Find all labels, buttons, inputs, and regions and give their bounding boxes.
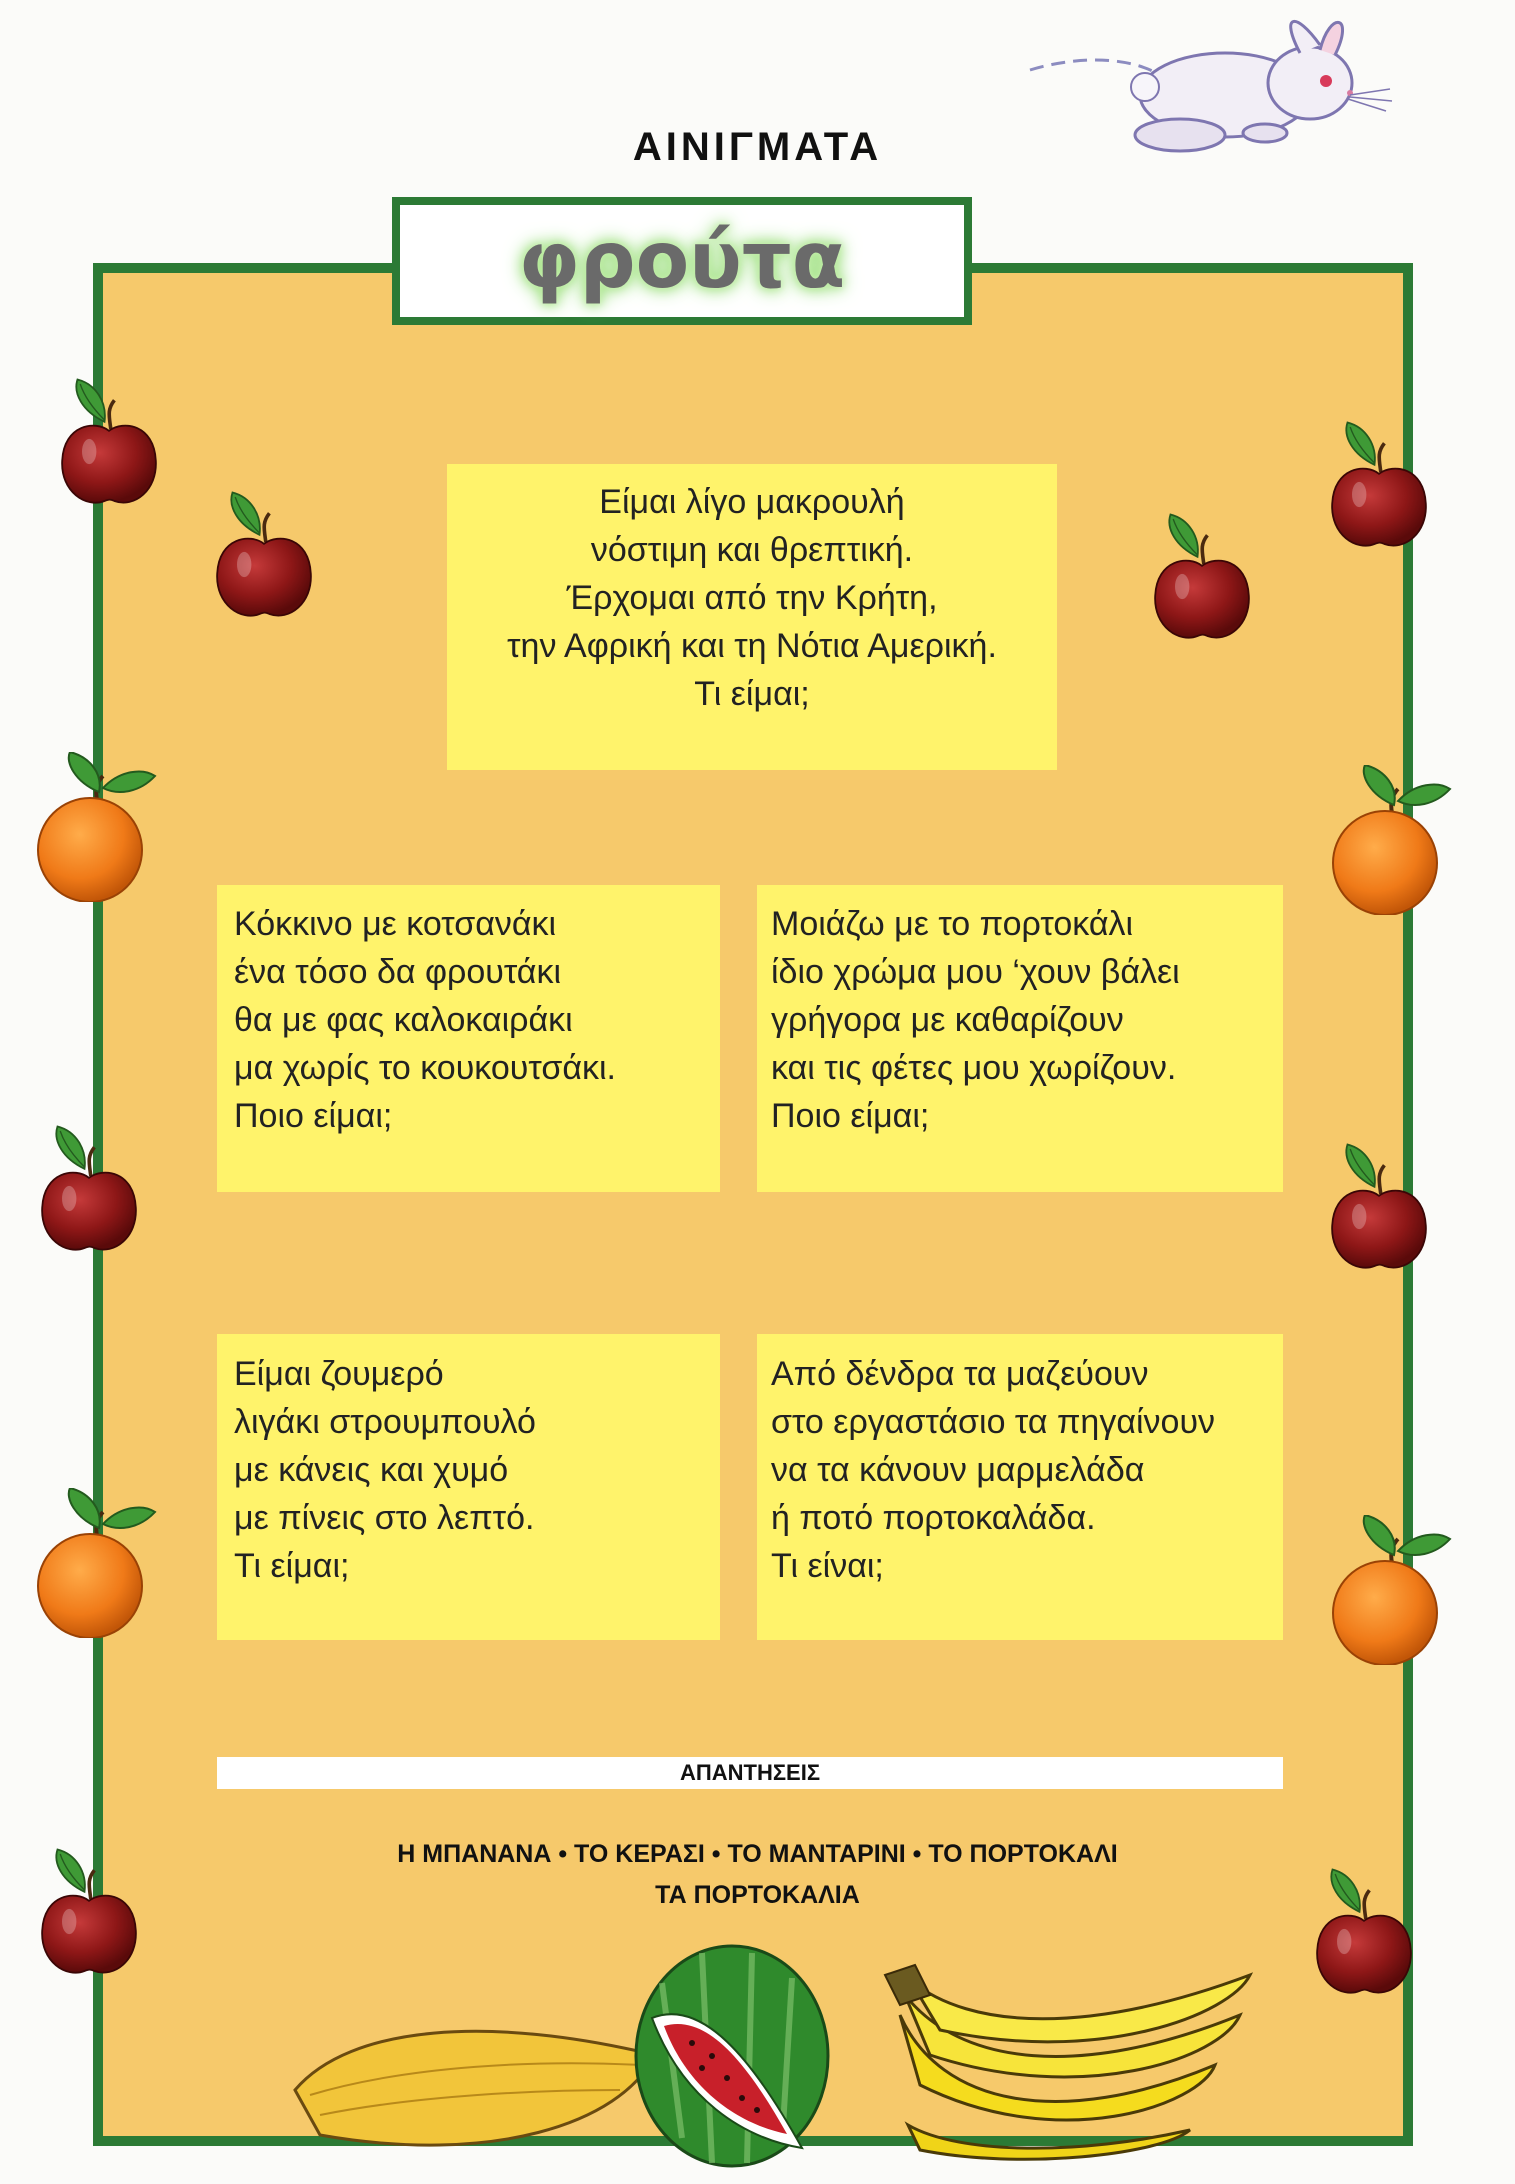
riddle-question: Τι είναι; bbox=[771, 1547, 884, 1585]
riddle-box-2 bbox=[217, 885, 720, 1192]
riddle-line: Μοιάζω με το πορτοκάλι bbox=[771, 905, 1134, 943]
watermelon-illustration bbox=[622, 1938, 842, 2168]
orange-icon bbox=[1310, 1515, 1460, 1665]
riddle-line: ίδιο χρώμα μου ‘χουν βάλει bbox=[771, 953, 1180, 991]
riddle-line: ένα τόσο δα φρουτάκι bbox=[234, 953, 562, 991]
riddle-line: Είμαι ζουμερό bbox=[234, 1355, 444, 1393]
apple-icon bbox=[1310, 1865, 1418, 2000]
apple-icon bbox=[55, 375, 163, 510]
riddle-question: Ποιο είμαι; bbox=[234, 1097, 393, 1135]
apple-icon bbox=[35, 1122, 143, 1257]
banana-bunch-illustration bbox=[860, 1955, 1260, 2165]
melon-illustration bbox=[290, 1995, 660, 2170]
riddle-line: Από δένδρα τα μαζεύουν bbox=[771, 1355, 1149, 1393]
answers-text: Η ΜΠΑΝΑΝΑ • ΤΟ ΚΕΡΑΣΙ • ΤΟ ΜΑΝΤΑΡΙΝΙ • ΤΟ ΠΟΡΤΟΚΑΛΙ bbox=[397, 1840, 1118, 1868]
page-heading: ΑΙΝΙΓΜΑΤΑ bbox=[632, 125, 883, 169]
riddle-question: Τι είμαι; bbox=[234, 1547, 350, 1585]
answers-text: ΤΑ ΠΟΡΤΟΚΑΛΙΑ bbox=[655, 1881, 860, 1909]
riddle-line: στο εργαστάσιο τα πηγαίνουν bbox=[771, 1403, 1216, 1441]
riddle-line: ή ποτό πορτοκαλάδα. bbox=[771, 1499, 1096, 1537]
riddle-line: Είμαι λίγο μακρουλή bbox=[599, 483, 905, 521]
riddle-line: νόστιμη και θρεπτική. bbox=[590, 531, 914, 569]
apple-icon bbox=[1325, 418, 1433, 553]
riddle-box-4 bbox=[217, 1334, 720, 1640]
riddle-line: λιγάκι στρουμπουλό bbox=[234, 1403, 536, 1441]
apple-icon bbox=[1148, 510, 1256, 645]
riddle-line: θα με φας καλοκαιράκι bbox=[234, 1001, 573, 1039]
riddle-box-3 bbox=[757, 885, 1283, 1192]
riddle-line: Έρχομαι από την Κρήτη, bbox=[566, 579, 938, 617]
riddle-question: Τι είμαι; bbox=[694, 675, 810, 713]
riddle-line: Κόκκινο με κοτσανάκι bbox=[234, 905, 557, 943]
orange-icon bbox=[15, 1488, 165, 1638]
riddle-line: με κάνεις και χυμό bbox=[234, 1451, 509, 1489]
answers-heading: ΑΠΑΝΤΗΣΕΙΣ bbox=[217, 1757, 1283, 1789]
apple-icon bbox=[35, 1845, 143, 1980]
riddle-line: την Αφρική και τη Νότια Αμερική. bbox=[507, 627, 997, 665]
apple-icon bbox=[1325, 1140, 1433, 1275]
orange-icon bbox=[15, 752, 165, 902]
orange-icon bbox=[1310, 765, 1460, 915]
riddle-box-5 bbox=[757, 1334, 1283, 1640]
riddle-box-1 bbox=[447, 464, 1057, 770]
riddle-question: Ποιο είμαι; bbox=[771, 1097, 930, 1135]
riddle-line: μα χωρίς το κουκουτσάκι. bbox=[234, 1049, 616, 1087]
apple-icon bbox=[210, 488, 318, 623]
riddle-line: να τα κάνουν μαρμελάδα bbox=[771, 1451, 1145, 1489]
page-title: φρούτα bbox=[518, 216, 846, 306]
riddle-line: και τις φέτες μου χωρίζουν. bbox=[771, 1049, 1177, 1087]
riddle-line: με πίνεις στο λεπτό. bbox=[234, 1499, 535, 1537]
title-box bbox=[392, 197, 972, 325]
riddle-line: γρήγορα με καθαρίζουν bbox=[771, 1001, 1124, 1039]
